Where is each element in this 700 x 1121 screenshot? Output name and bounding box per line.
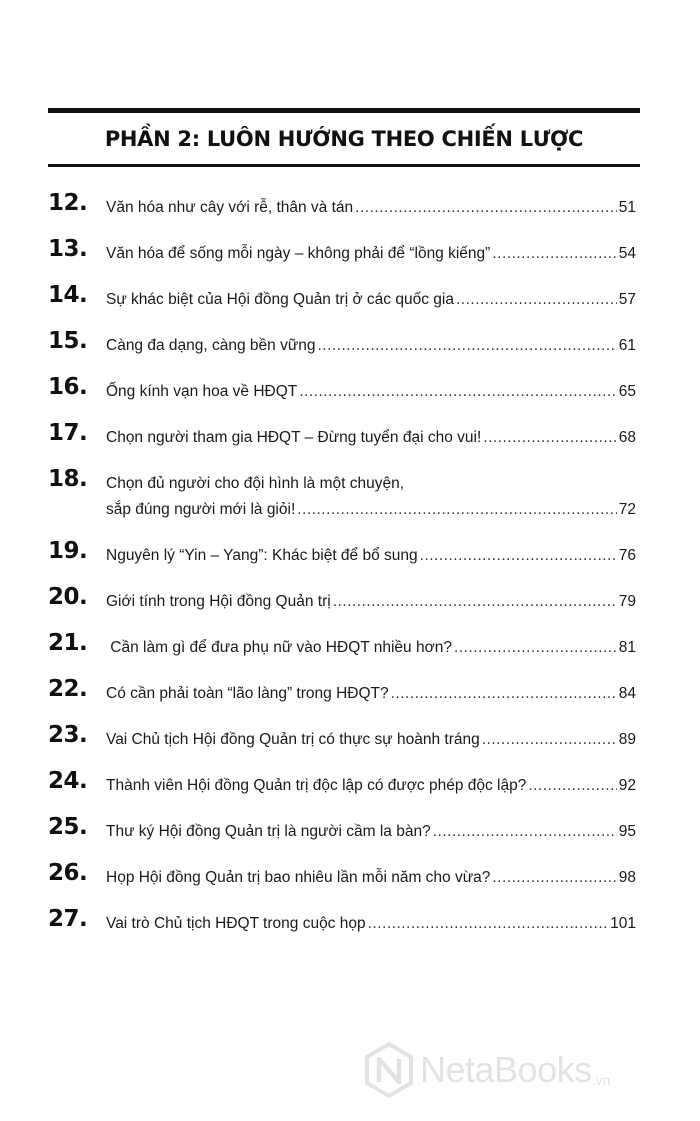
toc-entry xyxy=(48,228,638,274)
toc-entry-page-number: 101 xyxy=(610,915,636,932)
toc-dot-leader xyxy=(433,819,617,845)
toc-entry-title: Họp Hội đồng Quản trị bao nhiêu lần mỗi năm cho vừa? xyxy=(106,869,491,886)
toc-entry xyxy=(48,412,638,458)
toc-entry-number: 27. xyxy=(48,906,88,932)
toc-entry-page-number: 98 xyxy=(618,869,636,886)
toc-entry-line xyxy=(106,589,636,615)
toc-entry-page-number: 51 xyxy=(618,199,636,216)
toc-entry-body xyxy=(106,589,636,615)
toc-entry-number: 17. xyxy=(48,420,88,446)
toc-entry-body xyxy=(106,379,636,405)
toc-entry xyxy=(48,714,638,760)
toc-entry-page-number: 76 xyxy=(618,547,636,564)
toc-entry-line xyxy=(106,819,636,845)
toc-dot-leader xyxy=(454,635,617,661)
toc-entry xyxy=(48,622,638,668)
toc-entry xyxy=(48,274,638,320)
toc-entry xyxy=(48,852,638,898)
toc-entry-body xyxy=(106,287,636,313)
toc-entry-page-number: 72 xyxy=(618,501,636,518)
section-title: PHẦN 2: LUÔN HƯỚNG THEO CHIẾN LƯỢC xyxy=(104,127,584,151)
toc-entry-body xyxy=(106,241,636,267)
toc-entry-number: 13. xyxy=(48,236,88,262)
toc-entry xyxy=(48,530,638,576)
toc-dot-leader xyxy=(492,241,616,267)
toc-entry-number: 14. xyxy=(48,282,88,308)
toc-entry-line xyxy=(106,635,636,661)
toc-entry xyxy=(48,366,638,412)
toc-entry-page-number: 65 xyxy=(618,383,636,400)
toc-dot-leader xyxy=(482,727,617,753)
toc-dot-leader xyxy=(492,865,616,891)
toc-entry-line xyxy=(106,681,636,707)
toc-dot-leader xyxy=(391,681,617,707)
toc-dot-leader xyxy=(333,589,617,615)
toc-entry-number: 19. xyxy=(48,538,88,564)
toc-entry-title: Càng đa dạng, càng bền vững xyxy=(106,337,316,354)
toc-entry-line xyxy=(106,241,636,267)
toc-dot-leader xyxy=(528,773,616,799)
toc-entry xyxy=(48,182,638,228)
toc-entry-line xyxy=(106,471,636,497)
toc-entry-body xyxy=(106,333,636,359)
watermark-brand-text: NetaBooks xyxy=(420,1049,592,1090)
toc-entry xyxy=(48,898,638,944)
toc-entry-page-number: 89 xyxy=(618,731,636,748)
toc-entry-page-number: 68 xyxy=(618,429,636,446)
toc-entry-title: Sự khác biệt của Hội đồng Quản trị ở các quốc gia xyxy=(106,291,454,308)
toc-entry-number: 21. xyxy=(48,630,88,656)
toc-entry-number: 12. xyxy=(48,190,88,216)
toc-entry xyxy=(48,458,638,530)
toc-entry-number: 23. xyxy=(48,722,88,748)
toc-entry-body xyxy=(106,543,636,569)
toc-entry-number: 25. xyxy=(48,814,88,840)
toc-entry-body xyxy=(106,471,636,523)
toc-entry-page-number: 57 xyxy=(618,291,636,308)
toc-entry-page-number: 79 xyxy=(618,593,636,610)
netabooks-logo-icon xyxy=(364,1042,414,1098)
toc-entry-body xyxy=(106,865,636,891)
netabooks-watermark xyxy=(364,1042,610,1098)
toc-entry-title: Văn hóa như cây với rễ, thân và tán xyxy=(106,199,354,216)
toc-entry-page-number: 81 xyxy=(618,639,636,656)
toc-entry-number: 18. xyxy=(48,466,88,492)
toc-entry-number: 15. xyxy=(48,328,88,354)
toc-entry-line xyxy=(106,865,636,891)
toc-dot-leader xyxy=(483,425,616,451)
toc-entry-line xyxy=(106,497,636,523)
toc-entry-page-number: 61 xyxy=(618,337,636,354)
toc-entry-body xyxy=(106,425,636,451)
toc-entry-title: Cần làm gì để đưa phụ nữ vào HĐQT nhiều hơn? xyxy=(106,639,452,656)
toc-entry-body xyxy=(106,635,636,661)
toc-entry-page-number: 54 xyxy=(618,245,636,262)
toc-entry-line xyxy=(106,425,636,451)
toc-entry-title: Văn hóa để sống mỗi ngày – không phải để “lồng kiếng” xyxy=(106,245,491,262)
toc-entry-number: 22. xyxy=(48,676,88,702)
toc-entry-title: Nguyên lý “Yin – Yang”: Khác biệt để bổ sung xyxy=(106,547,418,564)
toc-entry-line xyxy=(106,911,636,937)
toc-dot-leader xyxy=(299,379,616,405)
toc-entry-number: 26. xyxy=(48,860,88,886)
toc-entry-title: Thư ký Hội đồng Quản trị là người cầm la bàn? xyxy=(106,823,431,840)
section-header-bottom-rule xyxy=(48,164,640,167)
toc-entry-page-number: 84 xyxy=(618,685,636,702)
toc-entry-title: Có cần phải toàn “lão làng” trong HĐQT? xyxy=(106,685,389,702)
toc-dot-leader xyxy=(297,497,617,523)
toc-entry-line xyxy=(106,333,636,359)
toc-entry-title: sắp đúng người mới là giỏi! xyxy=(106,501,296,518)
toc-entry-line xyxy=(106,727,636,753)
toc-dot-leader xyxy=(420,543,617,569)
toc-entry xyxy=(48,668,638,714)
toc-entry-title: Vai trò Chủ tịch HĐQT trong cuộc họp xyxy=(106,915,366,932)
toc-dot-leader xyxy=(456,287,617,313)
toc-dot-leader xyxy=(317,333,616,359)
toc-entry xyxy=(48,760,638,806)
toc-entry-page-number: 92 xyxy=(618,777,636,794)
toc-entry-page-number: 95 xyxy=(618,823,636,840)
watermark-domain-suffix: .vn xyxy=(591,1072,611,1088)
toc-entry-title: Giới tính trong Hội đồng Quản trị xyxy=(106,593,331,610)
toc-entry-line xyxy=(106,543,636,569)
toc-entry-line xyxy=(106,773,636,799)
toc-entry-number: 20. xyxy=(48,584,88,610)
toc-entry xyxy=(48,806,638,852)
toc-entry-line xyxy=(106,195,636,221)
toc-entry-number: 24. xyxy=(48,768,88,794)
toc-entry-body xyxy=(106,911,636,937)
section-header-top-rule xyxy=(48,108,640,113)
table-of-contents xyxy=(48,182,638,944)
toc-entry-title: Vai Chủ tịch Hội đồng Quản trị có thực sự hoành tráng xyxy=(106,731,480,748)
toc-dot-leader xyxy=(368,911,609,937)
toc-entry-body xyxy=(106,681,636,707)
toc-entry-title: Chọn đủ người cho đội hình là một chuyện, xyxy=(106,475,405,492)
toc-entry-title: Thành viên Hội đồng Quản trị độc lập có được phép độc lập? xyxy=(106,777,527,794)
toc-entry xyxy=(48,320,638,366)
toc-entry-number: 16. xyxy=(48,374,88,400)
toc-entry-title: Chọn người tham gia HĐQT – Đừng tuyển đại cho vui! xyxy=(106,429,482,446)
toc-entry-title: Ống kính vạn hoa về HĐQT xyxy=(106,383,298,400)
toc-dot-leader xyxy=(355,195,617,221)
toc-entry-body xyxy=(106,819,636,845)
toc-entry-body xyxy=(106,773,636,799)
toc-entry xyxy=(48,576,638,622)
toc-entry-body xyxy=(106,195,636,221)
toc-entry-line xyxy=(106,287,636,313)
toc-entry-line xyxy=(106,379,636,405)
toc-entry-body xyxy=(106,727,636,753)
